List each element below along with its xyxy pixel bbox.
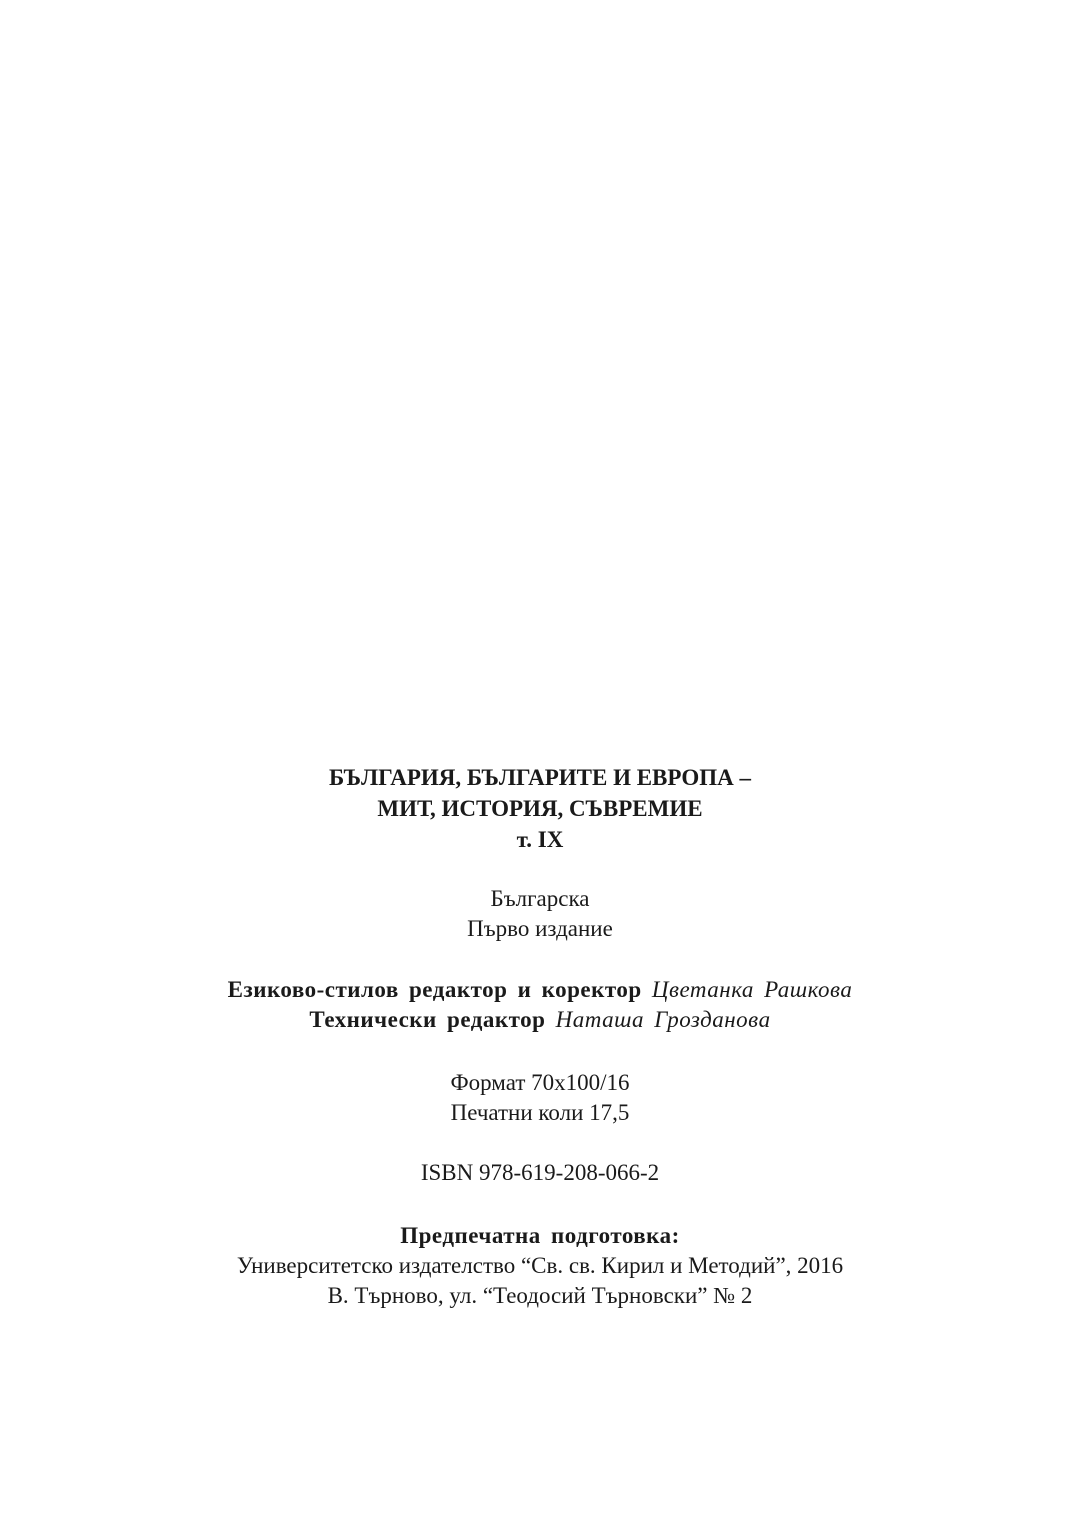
publisher-line: Университетско издателство “Св. св. Кирил и Методий”, 2016 [236,1253,844,1278]
edition-line: Първо издание [467,916,613,941]
language-editor-line [0,975,1080,1005]
language-editor-name: Цветанка Рашкова [651,977,853,1002]
format-line: Формат 70x100/16 [450,1070,630,1095]
technical-editor-name: Наташа Гроздановa [555,1007,771,1032]
book-title-line-1: БЪЛГАРИЯ, БЪЛГАРИТЕ И ЕВРОПА – [329,765,751,790]
technical-editor-line [0,1005,1080,1035]
address-line: В. Търново, ул. “Теодосий Търновски” № 2 [327,1283,753,1308]
colophon [0,762,1080,1311]
prepress-heading: Предпечатна подготовка: [400,1223,680,1248]
printed-sheets-line: Печатни коли 17,5 [450,1100,630,1125]
language-editor-role: Езиково-стилов редактор и коректор [227,977,642,1002]
isbn-line: ISBN 978-619-208-066-2 [420,1160,660,1185]
book-title-line-2: МИТ, ИСТОРИЯ, СЪВРЕМИЕ [377,796,703,821]
language-line: Българска [490,886,590,911]
technical-editor-role: Технически редактор [309,1007,546,1032]
volume-number: т. IX [516,827,564,852]
